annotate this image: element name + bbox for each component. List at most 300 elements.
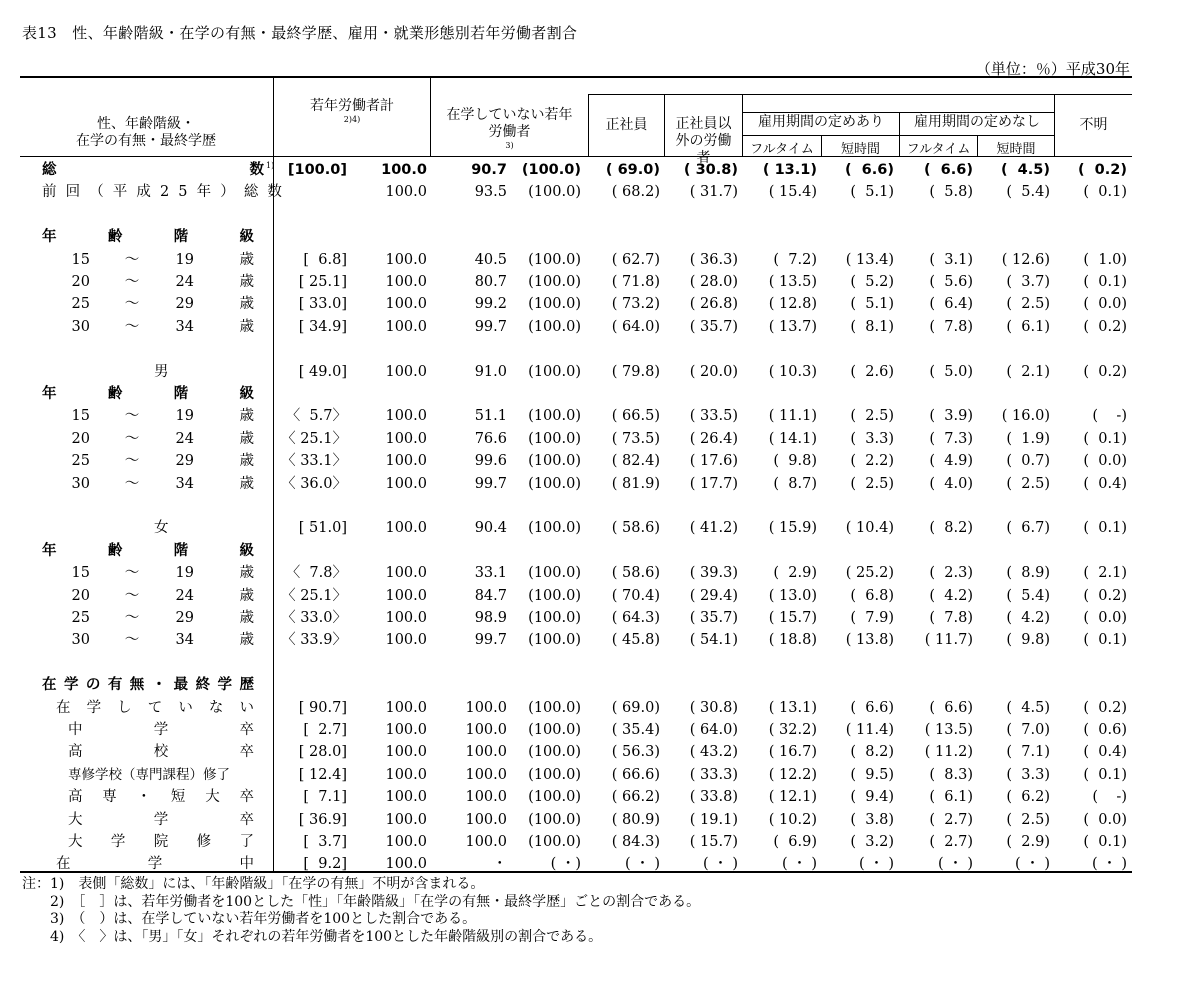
header-regular	[589, 117, 664, 134]
row-label-char: 院	[153, 834, 169, 850]
row-label-part: 34	[175, 475, 194, 492]
cell-nofixed-shorttime: ( 16.0)	[1001, 408, 1050, 425]
row-label-char: 在	[56, 699, 71, 716]
cell-total: 100.0	[385, 610, 427, 626]
cell-nofixed-shorttime: ( 6.2)	[1006, 789, 1050, 806]
row-label	[68, 719, 254, 741]
cell-total: 100.0	[385, 318, 427, 335]
cell-fixed-shorttime: ( 3.3)	[850, 430, 894, 447]
row-label-part: 〜	[124, 587, 140, 604]
row-label-char: 階	[173, 229, 189, 246]
row-label-char: 最	[173, 677, 189, 694]
cell-nofixed-fulltime: ( 2.7)	[929, 834, 973, 850]
cell-not-enrolled-base: (100.0)	[528, 430, 581, 447]
cell-nofixed-fulltime: ( 7.8)	[929, 610, 973, 626]
row-label: 男	[154, 363, 169, 380]
header-no-fixed-term	[900, 114, 1054, 131]
cell-unknown: ( 0.1)	[1083, 274, 1127, 290]
cell-nofixed-fulltime: ( 2.7)	[929, 811, 973, 828]
row-label-char: 前	[42, 184, 57, 201]
cell-regular: ( 56.3)	[611, 744, 660, 761]
row-label-part: 〜	[124, 251, 140, 268]
cell-fixed-fulltime: ( 13.0)	[768, 587, 817, 604]
cell-fixed-shorttime: ( 2.2)	[850, 453, 894, 470]
cell-fixed-fulltime: ( 12.8)	[768, 296, 817, 313]
cell-not-enrolled-base: (100.0)	[528, 811, 581, 828]
cell-not-enrolled: 40.5	[474, 251, 507, 268]
table-row	[20, 629, 1132, 651]
row-label-char: 中	[239, 856, 254, 873]
table-row	[20, 607, 1132, 629]
row-label	[68, 809, 254, 831]
cell-nofixed-shorttime: ( 1.9)	[1006, 430, 1050, 447]
header-rule-subcols	[742, 135, 1054, 136]
row-label-char: 了	[239, 834, 254, 850]
cell-not-enrolled: 99.2	[474, 296, 507, 313]
row-label-char: 階	[173, 542, 189, 559]
cell-fixed-shorttime: ( 3.8)	[850, 811, 894, 828]
footnote: 注：1) 表側「総数」には、「年齢階級」「在学の有無」不明が含まれる。	[22, 876, 485, 892]
table-row	[20, 383, 1132, 405]
cell-unknown: ( 0.2)	[1083, 699, 1127, 716]
row-label-char: 中	[68, 722, 83, 738]
cell-nofixed-shorttime: ( 2.9)	[1006, 834, 1050, 850]
row-label-part: 24	[175, 587, 194, 604]
row-label-char: 数	[267, 184, 282, 201]
table-row	[20, 450, 1132, 472]
cell-fixed-fulltime: ( 13.7)	[768, 318, 817, 335]
header-fixed-shorttime: 短時間	[840, 142, 880, 157]
table-row	[20, 853, 1132, 875]
row-label-char: 5	[178, 184, 188, 201]
row-label-char: 年	[196, 184, 212, 201]
row-label	[42, 226, 254, 248]
cell-total-share: 〈 25.1〉	[281, 430, 347, 447]
row-label-char: 在	[42, 677, 57, 694]
cell-not-enrolled-base: (100.0)	[528, 744, 581, 761]
table-row	[20, 719, 1132, 741]
header-not-enrolled-note: 3)	[505, 141, 514, 150]
cell-not-enrolled: 100.0	[465, 811, 507, 828]
cell-nofixed-fulltime: ( 6.1)	[929, 789, 973, 806]
row-label-char: 成	[136, 184, 151, 201]
row-label-char: 大	[68, 811, 83, 828]
row-label-part: 歳	[239, 453, 254, 470]
cell-regular: ( 62.7)	[611, 251, 660, 268]
header-fixed-fulltime: フルタイム	[750, 142, 814, 157]
row-label: 専修学校（専門課程）修了	[68, 766, 230, 783]
table-row	[20, 764, 1132, 786]
cell-fixed-fulltime: ( 10.3)	[768, 363, 817, 380]
cell-non-regular: ( 17.6)	[689, 453, 738, 470]
cell-not-enrolled-base: (100.0)	[521, 162, 581, 178]
cell-total: 100.0	[385, 475, 427, 492]
footnote: 2) ［ ］は、若年労働者を100とした「性」「年齢階級」「在学の有無・最終学歴」ごとの割合である。	[22, 893, 701, 910]
cell-unknown: ( -)	[1092, 789, 1127, 806]
row-label-char: 卒	[239, 744, 254, 761]
header-total-note: 2)4)	[343, 115, 361, 124]
row-label-part: 歳	[239, 408, 254, 425]
row-label-char: て	[147, 699, 163, 716]
cell-nofixed-shorttime: ( 2.5)	[1006, 811, 1050, 828]
row-label-part: 15	[71, 408, 90, 425]
cell-unknown: ( 0.1)	[1083, 766, 1127, 783]
cell-non-regular: ( 30.8)	[683, 162, 738, 178]
header-nofixed-fulltime: フルタイム	[906, 142, 971, 157]
table-row	[20, 517, 1132, 539]
cell-non-regular: ( 39.3)	[689, 565, 738, 582]
cell-not-enrolled: 80.7	[474, 274, 507, 290]
cell-non-regular: ( 20.0)	[689, 363, 738, 380]
row-label-part: 〜	[124, 610, 140, 626]
cell-total: 100.0	[385, 565, 427, 582]
row-label-part: 30	[71, 318, 90, 335]
row-label-part: 歳	[239, 251, 254, 268]
cell-not-enrolled: 98.9	[474, 610, 507, 626]
cell-non-regular: ( 35.7)	[689, 610, 738, 626]
row-label-part: 歳	[239, 587, 254, 604]
cell-fixed-fulltime: ( 15.9)	[768, 520, 817, 537]
cell-not-enrolled-base: (100.0)	[528, 587, 581, 604]
row-label-part: 〜	[124, 565, 140, 582]
row-label-char: 卒	[239, 789, 254, 806]
cell-nofixed-fulltime: ( 6.4)	[929, 296, 973, 313]
row-label-char: 総	[42, 162, 57, 178]
row-label-char: 齢	[107, 386, 123, 402]
header-stub-label: 性、年齢階級・ 在学の有無・最終学歴	[76, 116, 216, 149]
cell-total: 100.0	[385, 834, 427, 850]
cell-not-enrolled: 99.7	[474, 318, 507, 335]
cell-total: 100.0	[385, 632, 427, 649]
cell-non-regular: ( 30.8)	[689, 699, 738, 716]
row-label-char: 在	[56, 856, 71, 873]
cell-total: 100.0	[385, 699, 427, 716]
cell-total-share: [ 34.9]	[298, 318, 347, 335]
cell-fixed-fulltime: ( 11.1)	[768, 408, 817, 425]
cell-fixed-fulltime: ( 32.2)	[768, 722, 817, 738]
cell-not-enrolled: 99.7	[474, 475, 507, 492]
cell-fixed-fulltime: ( 12.1)	[768, 789, 817, 806]
row-label-char: し	[117, 699, 132, 716]
footnote: 4) 〈 〉は、「男」「女」それぞれの若年労働者を100とした年齢階級別の割合である。	[22, 928, 603, 945]
cell-fixed-fulltime: ( 10.2)	[768, 811, 817, 828]
cell-unknown: ( 2.1)	[1083, 565, 1127, 582]
cell-unknown: ( 0.0)	[1083, 610, 1127, 626]
cell-unknown: ( 0.1)	[1083, 520, 1127, 537]
table-row	[20, 674, 1132, 696]
row-label-char: 大	[205, 789, 220, 806]
header-not-enrolled-label: 在学していない若年 労働者	[446, 107, 573, 140]
table-row	[20, 316, 1132, 338]
row-label-char: 回	[65, 184, 81, 201]
row-label-char: 階	[173, 386, 189, 402]
cell-not-enrolled-base: (100.0)	[528, 699, 581, 716]
row-label	[56, 697, 254, 719]
cell-not-enrolled-base: (100.0)	[528, 766, 581, 783]
cell-fixed-shorttime: ( 13.4)	[845, 251, 894, 268]
cell-regular: ( 81.9)	[611, 475, 660, 492]
row-label-part: 〜	[124, 296, 140, 313]
cell-not-enrolled-base: (100.0)	[528, 789, 581, 806]
cell-nofixed-shorttime: ( 6.7)	[1006, 520, 1050, 537]
cell-nofixed-shorttime: ( 6.1)	[1006, 318, 1050, 335]
row-label-part: 20	[71, 430, 90, 447]
cell-total-share: [ 49.0]	[298, 363, 347, 380]
row-label-part: 〜	[124, 475, 140, 492]
cell-total: 100.0	[385, 408, 427, 425]
footnote: 3) （ ）は、在学していない若年労働者を100とした割合である。	[22, 911, 477, 927]
cell-total-share: [ 12.4]	[298, 766, 347, 783]
cell-non-regular: ( 41.2)	[689, 520, 738, 537]
cell-nofixed-shorttime: ( 4.5)	[1006, 699, 1050, 716]
cell-total: 100.0	[385, 296, 427, 313]
row-label-char: 高	[68, 789, 83, 806]
cell-not-enrolled-base: (100.0)	[528, 318, 581, 335]
row-label-part: 〜	[124, 274, 140, 290]
cell-non-regular: ( 36.3)	[689, 251, 738, 268]
row-label-part: 30	[71, 632, 90, 649]
row-label-part: 19	[175, 565, 194, 582]
cell-nofixed-fulltime: ( 5.8)	[929, 184, 973, 201]
row-label-char: 級	[239, 386, 254, 402]
table-row	[20, 697, 1132, 719]
cell-not-enrolled-base: (100.0)	[528, 475, 581, 492]
row-label	[56, 853, 254, 875]
table-title: 表13 性、年齢階級・在学の有無・最終学歴、雇用・就業形態別若年労働者割合	[22, 24, 578, 42]
row-label-part: 歳	[239, 610, 254, 626]
cell-fixed-shorttime: ( 5.1)	[850, 296, 894, 313]
cell-total: 100.0	[385, 453, 427, 470]
cell-nofixed-shorttime: ( 4.2)	[1006, 610, 1050, 626]
cell-total-share: [100.0]	[287, 162, 347, 178]
cell-regular: ( 80.9)	[611, 811, 660, 828]
cell-total-share: [ 3.7]	[303, 834, 347, 850]
cell-fixed-fulltime: ( 14.1)	[768, 430, 817, 447]
cell-non-regular: ( 26.8)	[689, 296, 738, 313]
cell-nofixed-shorttime: ( 9.8)	[1006, 632, 1050, 649]
cell-total-share: [ 51.0]	[298, 520, 347, 537]
header-fixed-term-label: 雇用期間の定めあり	[758, 114, 884, 130]
cell-total-share: [ 7.1]	[303, 789, 347, 806]
cell-fixed-shorttime: ( 6.6)	[844, 162, 894, 178]
cell-unknown: ( -)	[1092, 408, 1127, 425]
cell-not-enrolled-base: (100.0)	[528, 834, 581, 850]
cell-non-regular: ( 26.4)	[689, 430, 738, 447]
cell-total: 100.0	[385, 811, 427, 828]
cell-not-enrolled-base: (100.0)	[528, 274, 581, 290]
cell-nofixed-shorttime: ( ・ )	[1014, 856, 1050, 873]
cell-fixed-shorttime: ( 5.1)	[850, 184, 894, 201]
cell-total: 100.0	[385, 856, 427, 873]
cell-total-share: 〈 36.0〉	[281, 475, 347, 492]
cell-nofixed-shorttime: ( 2.5)	[1006, 475, 1050, 492]
table-row	[20, 428, 1132, 450]
cell-nofixed-fulltime: ( 11.2)	[924, 744, 973, 761]
row-label-part: 19	[175, 251, 194, 268]
header-non-regular	[665, 99, 742, 167]
row-label-char: 修	[196, 834, 212, 850]
cell-regular: ( 66.5)	[611, 408, 660, 425]
cell-nofixed-shorttime: ( 7.0)	[1006, 722, 1050, 738]
row-label-char: 2	[159, 184, 170, 201]
cell-non-regular: ( 28.0)	[689, 274, 738, 290]
row-label-char: 無	[129, 677, 145, 694]
row-label-part: 25	[71, 296, 90, 313]
row-label-part: 20	[71, 587, 90, 604]
row-label-part: 19	[175, 408, 194, 425]
row-label-part: 〜	[124, 318, 140, 335]
cell-regular: ( 64.3)	[611, 610, 660, 626]
row-label-char: 終	[195, 677, 211, 694]
row-label-part: 歳	[239, 632, 254, 649]
header-total-label: 若年労働者計	[310, 98, 394, 114]
cell-total-share: [ 33.0]	[298, 296, 347, 313]
cell-not-enrolled: 100.0	[465, 699, 507, 716]
cell-not-enrolled: 51.1	[474, 408, 507, 425]
row-label-char: 大	[68, 834, 83, 850]
table-row	[20, 249, 1132, 271]
cell-not-enrolled-base: (100.0)	[528, 632, 581, 649]
row-label-char: 年	[42, 542, 57, 559]
cell-nofixed-fulltime: ( 8.2)	[929, 520, 973, 537]
cell-nofixed-shorttime: ( 7.1)	[1006, 744, 1050, 761]
cell-fixed-shorttime: ( 10.4)	[845, 520, 894, 537]
cell-total: 100.0	[385, 363, 427, 380]
cell-fixed-shorttime: ( 2.5)	[850, 475, 894, 492]
cell-regular: ( 66.6)	[611, 766, 660, 783]
cell-total-share: 〈 5.7〉	[285, 408, 347, 425]
row-label-char: 総	[243, 184, 259, 201]
row-label-char: ・	[151, 677, 167, 694]
row-label-char: 学	[217, 677, 232, 694]
row-label-char: 有	[107, 677, 123, 694]
row-label-char: 平	[112, 184, 128, 201]
row-label-char: な	[208, 699, 224, 716]
cell-non-regular: ( 33.8)	[689, 789, 738, 806]
table-row	[20, 809, 1132, 831]
cell-non-regular: ( 64.0)	[689, 722, 738, 738]
unit-label: （単位：％）平成30年	[975, 60, 1130, 78]
table-row	[20, 473, 1132, 495]
row-label-part: 30	[71, 475, 90, 492]
cell-fixed-shorttime: ( 9.5)	[850, 766, 894, 783]
cell-total-share: [ 28.0]	[298, 744, 347, 761]
cell-unknown: ( 0.4)	[1083, 744, 1127, 761]
cell-fixed-fulltime: ( 13.1)	[762, 162, 817, 178]
cell-fixed-shorttime: ( 11.4)	[845, 722, 894, 738]
cell-nofixed-shorttime: ( 2.5)	[1006, 296, 1050, 313]
row-label	[42, 159, 264, 181]
cell-nofixed-shorttime: ( 8.9)	[1006, 565, 1050, 582]
row-label-char: （	[89, 184, 104, 201]
row-label-part: 29	[175, 296, 194, 313]
row-label-part: 29	[175, 610, 194, 626]
cell-not-enrolled-base: (100.0)	[528, 610, 581, 626]
cell-total-share: 〈 33.1〉	[281, 453, 347, 470]
cell-unknown: ( 0.4)	[1083, 475, 1127, 492]
cell-fixed-shorttime: ( 2.6)	[850, 363, 894, 380]
header-stub	[30, 99, 262, 150]
cell-fixed-fulltime: ( 9.8)	[773, 453, 817, 470]
table-row	[20, 181, 1132, 203]
cell-regular: ( 82.4)	[611, 453, 660, 470]
row-label-char: 学	[110, 834, 126, 850]
row-label-char: い	[178, 699, 193, 716]
cell-fixed-shorttime: ( 3.2)	[850, 834, 894, 850]
row-label-char: 数	[249, 162, 264, 178]
header-regular-label: 正社員	[605, 117, 648, 133]
header-fixed-term	[743, 114, 899, 131]
cell-unknown: ( 0.2)	[1083, 318, 1127, 335]
row-label-part: 34	[175, 632, 194, 649]
cell-nofixed-shorttime: ( 5.4)	[1006, 587, 1050, 604]
cell-not-enrolled: 100.0	[465, 789, 507, 806]
cell-not-enrolled-base: (100.0)	[528, 184, 581, 201]
header-total	[274, 98, 430, 124]
cell-not-enrolled-base: (100.0)	[528, 565, 581, 582]
row-label-char: 年	[42, 386, 57, 402]
cell-not-enrolled: 90.7	[471, 162, 507, 178]
row-label	[68, 831, 254, 853]
cell-non-regular: ( 15.7)	[689, 834, 738, 850]
row-label-part: 〜	[124, 408, 140, 425]
row-label-part: 24	[175, 274, 194, 290]
cell-unknown: ( 0.2)	[1083, 587, 1127, 604]
row-label	[42, 674, 254, 696]
row-label-part: 〜	[124, 453, 140, 470]
cell-nofixed-shorttime: ( 3.7)	[1006, 274, 1050, 290]
row-label-char: 卒	[239, 811, 254, 828]
cell-fixed-shorttime: ( 25.2)	[845, 565, 894, 582]
cell-nofixed-shorttime: ( 2.1)	[1006, 363, 1050, 380]
row-label-part: 〜	[124, 430, 140, 447]
cell-total-share: [ 25.1]	[298, 274, 347, 290]
cell-fixed-fulltime: ( 16.7)	[768, 744, 817, 761]
row-label-part: 歳	[239, 274, 254, 290]
cell-not-enrolled: 33.1	[474, 565, 507, 582]
cell-not-enrolled: 76.6	[474, 430, 507, 447]
cell-unknown: ( 0.2)	[1077, 162, 1127, 178]
row-label-part: 歳	[239, 296, 254, 313]
table-row	[20, 562, 1132, 584]
row-label-part: 25	[71, 453, 90, 470]
cell-fixed-fulltime: ( 2.9)	[773, 565, 817, 582]
cell-nofixed-fulltime: ( 3.1)	[929, 251, 973, 268]
cell-total-share: [ 2.7]	[303, 722, 347, 738]
row-label-char: い	[239, 699, 254, 716]
cell-non-regular: ( ・ )	[702, 856, 738, 873]
cell-total-share: [ 6.8]	[303, 251, 347, 268]
cell-non-regular: ( 19.1)	[689, 811, 738, 828]
cell-total: 100.0	[385, 274, 427, 290]
cell-total-share: [ 90.7]	[298, 699, 347, 716]
cell-not-enrolled: 84.7	[474, 587, 507, 604]
cell-fixed-shorttime: ( 9.4)	[850, 789, 894, 806]
cell-non-regular: ( 43.2)	[689, 744, 738, 761]
cell-total-share: 〈 33.0〉	[281, 610, 347, 626]
table-row	[20, 405, 1132, 427]
row-label-char: 学	[147, 856, 163, 873]
cell-fixed-shorttime: ( 2.5)	[850, 408, 894, 425]
row-label-char: 卒	[239, 722, 254, 738]
cell-unknown: ( 0.2)	[1083, 363, 1127, 380]
cell-fixed-fulltime: ( 12.2)	[768, 766, 817, 783]
header-non-regular-label: 正社員以 外の労働 者	[675, 116, 732, 166]
cell-fixed-fulltime: ( 18.8)	[768, 632, 817, 649]
cell-fixed-shorttime: ( 6.8)	[850, 587, 894, 604]
cell-total: 100.0	[385, 184, 427, 201]
cell-not-enrolled: ・	[492, 856, 507, 873]
